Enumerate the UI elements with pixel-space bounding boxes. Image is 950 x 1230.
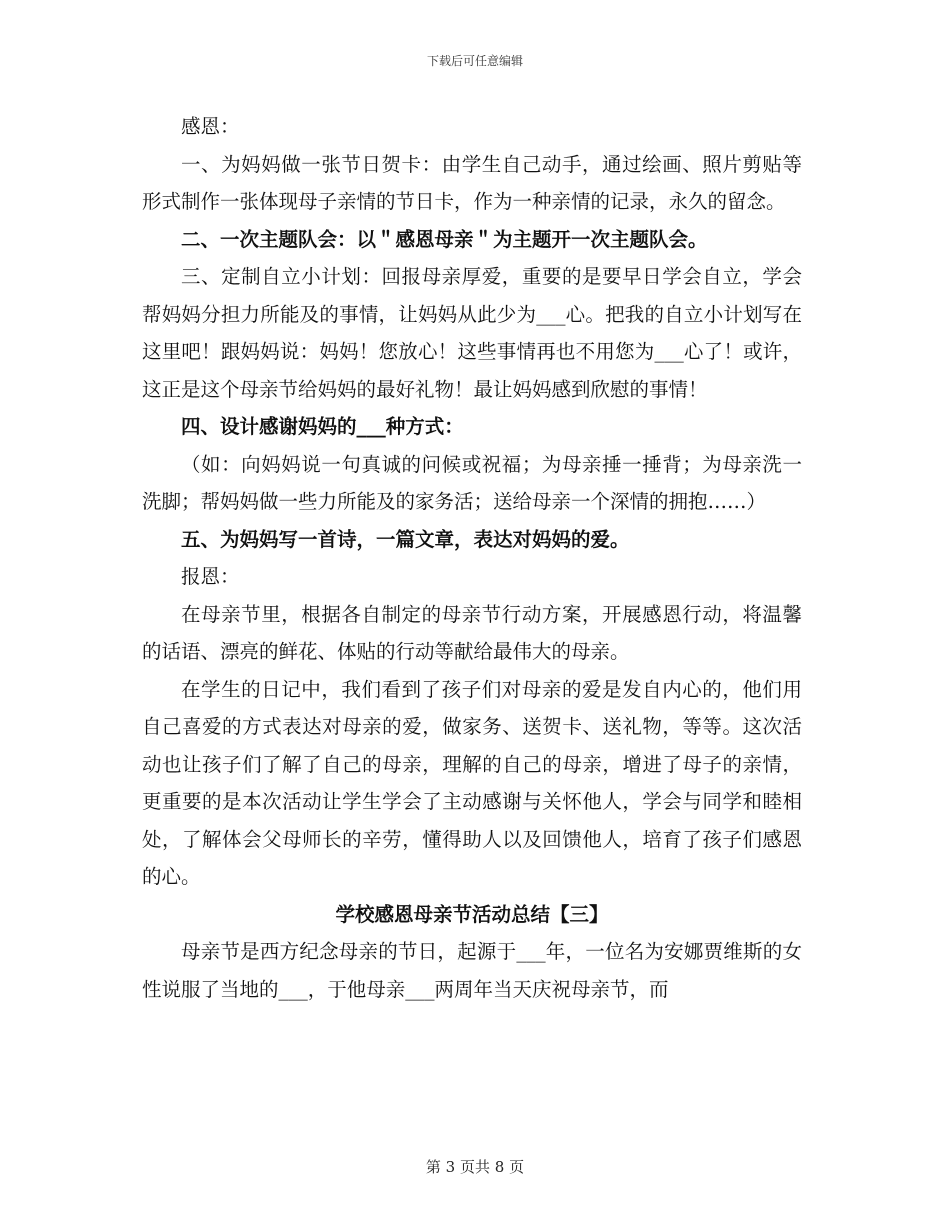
paragraph-mothers-day-origin: 母亲节是西方纪念母亲的节日，起源于___年，一位名为安娜贾维斯的女性说服了当地的___，于他母亲___两周年当天庆祝母亲节，而 <box>142 940 802 1001</box>
paragraph-repay-action: 在母亲节里，根据各自制定的母亲节行动方案，开展感恩行动，将温馨的话语、漂亮的鲜花、体贴的行动等献给最伟大的母亲。 <box>142 602 802 663</box>
paragraph-repay-heading: 报恩： <box>181 565 240 588</box>
page-footer: 第 3 页共 8 页 <box>425 1158 525 1176</box>
paragraph-item-4-examples: （如：向妈妈说一句真诚的问候或祝福；为母亲捶一捶背；为母亲洗一洗脚；帮妈妈做一些力所能及的家务活；送给母亲一个深情的拥抱……） <box>142 452 802 513</box>
paragraph-item-2: 二、一次主题队会：以＂感恩母亲＂为主题开一次主题队会。 <box>181 227 708 251</box>
paragraph-item-5: 五、为妈妈写一首诗，一篇文章，表达对妈妈的爱。 <box>181 527 630 551</box>
paragraph-item-1: 一、为妈妈做一张节日贺卡：由学生自己动手，通过绘画、照片剪贴等形式制作一张体现母子亲情的节日卡，作为一种亲情的记录，永久的留念。 <box>142 152 802 213</box>
section-title: 学校感恩母亲节活动总结【三】 <box>335 902 609 926</box>
paragraph-item-3: 三、定制自立小计划：回报母亲厚爱，重要的是要早日学会自立，学会帮妈妈分担力所能及的事情，让妈妈从此少为___心。把我的自立小计划写在这里吧！跟妈妈说：妈妈！您放心！这些事情再也不用您为___心了！或许，这正是这个母亲节给妈妈的最好礼物！最让妈妈感到欣慰的事情！ <box>142 265 802 401</box>
document-body <box>142 108 802 1008</box>
paragraph-gratitude-heading: 感恩： <box>181 115 240 138</box>
paragraph-item-4: 四、设计感谢妈妈的___种方式： <box>181 415 464 438</box>
paragraph-diary-summary: 在学生的日记中，我们看到了孩子们对母亲的爱是发自内心的，他们用自己喜爱的方式表达对母亲的爱，做家务、送贺卡、送礼物，等等。这次活动也让孩子们了解了自己的母亲，理解的自己的母亲，增进了母子的亲情，更重要的是本次活动让学生学会了主动感谢与关怀他人，学会与同学和睦相处，了解体会父母师长的辛劳，懂得助人以及回馈他人，培育了孩子们感恩的心。 <box>142 677 802 888</box>
page-header: 下载后可任意编辑 <box>426 54 523 68</box>
